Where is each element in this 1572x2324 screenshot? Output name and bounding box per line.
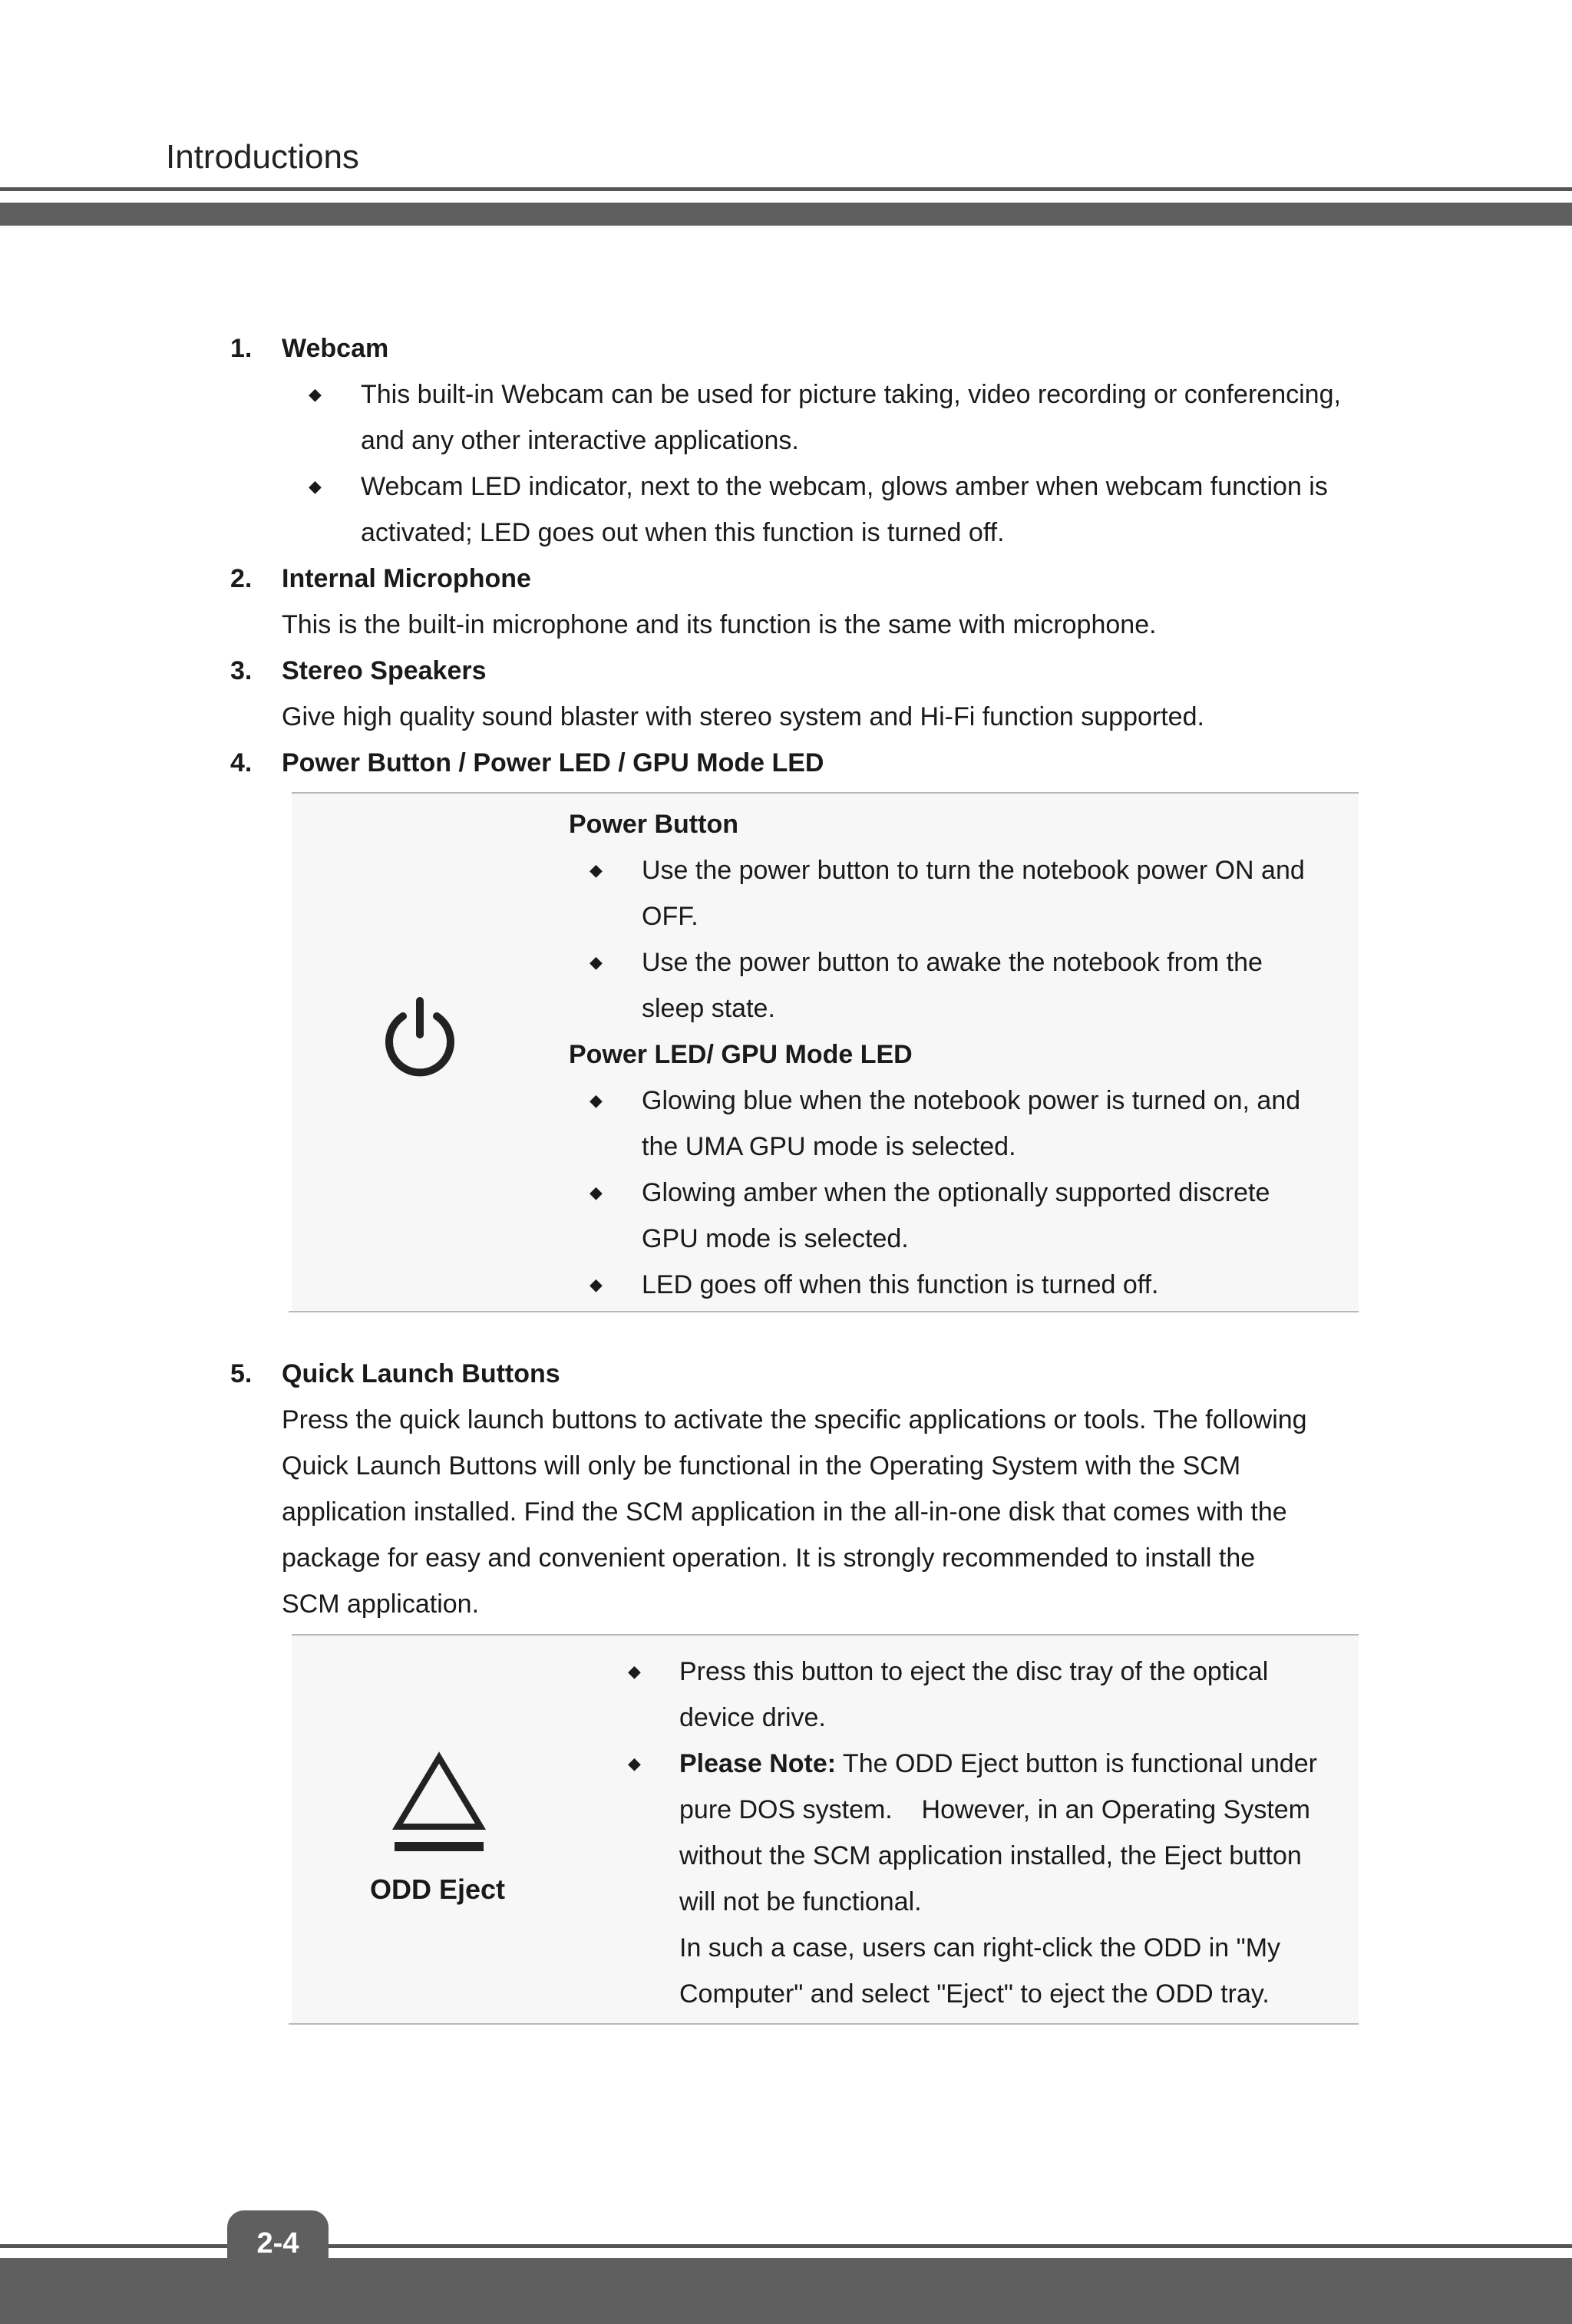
bullet-diamond-icon: ◆	[309, 385, 322, 404]
section-number: 3.	[230, 656, 253, 685]
bullet-diamond-icon: ◆	[590, 860, 603, 880]
page-header-title: Introductions	[166, 138, 359, 176]
bullet-diamond-icon: ◆	[590, 952, 603, 972]
header-divider	[0, 187, 1572, 191]
bullet-diamond-icon: ◆	[590, 1183, 603, 1202]
bullet-text: Press this button to eject the disc tray of the optical	[679, 1657, 1269, 1686]
section-title-microphone: Internal Microphone	[282, 564, 531, 593]
bullet-diamond-icon: ◆	[590, 1275, 603, 1294]
bullet-diamond-icon: ◆	[309, 477, 322, 496]
eject-icon	[391, 1751, 487, 1856]
bullet-text-cont: activated; LED goes out when this function is turned off.	[361, 518, 1005, 547]
bullet-diamond-icon: ◆	[590, 1091, 603, 1110]
page-number: 2-4	[227, 2210, 329, 2276]
bullet-text-cont: device drive.	[679, 1703, 826, 1732]
section-paragraph-line: application installed. Find the SCM application in the all-in-one disk that comes with the	[282, 1497, 1287, 1527]
bullet-text-cont: and any other interactive applications.	[361, 426, 799, 455]
bullet-diamond-icon: ◆	[628, 1662, 641, 1681]
note-text: The ODD Eject button is functional under	[836, 1749, 1317, 1778]
bullet-text-cont: the UMA GPU mode is selected.	[642, 1132, 1016, 1161]
bullet-text: This built-in Webcam can be used for picture taking, video recording or conferencing,	[361, 380, 1341, 409]
bullet-text: Glowing blue when the notebook power is turned on, and	[642, 1086, 1301, 1115]
section-paragraph-line: package for easy and convenient operation. It is strongly recommended to install the	[282, 1543, 1256, 1573]
bullet-text: Use the power button to awake the notebook from the	[642, 948, 1263, 977]
section-number: 1.	[230, 334, 253, 363]
section-number: 4.	[230, 748, 253, 777]
note-text-cont: will not be functional.	[679, 1887, 922, 1916]
section-title-quick-launch: Quick Launch Buttons	[282, 1359, 560, 1388]
note-label: Please Note:	[679, 1749, 837, 1778]
bullet-text: Webcam LED indicator, next to the webcam, glows amber when webcam function is	[361, 472, 1328, 501]
bullet-text: LED goes off when this function is turned off.	[642, 1270, 1159, 1299]
section-paragraph-line: SCM application.	[282, 1589, 480, 1619]
bullet-text-cont: sleep state.	[642, 994, 775, 1023]
note-text-cont: pure DOS system. However, in an Operating System	[679, 1795, 1310, 1824]
section-title-power: Power Button / Power LED / GPU Mode LED	[282, 748, 824, 777]
note-text-cont: Computer" and select "Eject" to eject the ODD tray.	[679, 1979, 1270, 2009]
panel-top-rule	[292, 1634, 1359, 1636]
bullet-text-cont: GPU mode is selected.	[642, 1224, 909, 1253]
power-led-subtitle: Power LED/ GPU Mode LED	[569, 1040, 913, 1069]
section-paragraph-line: Press the quick launch buttons to activate the specific applications or tools. The following	[282, 1405, 1307, 1434]
bullet-text-cont: OFF.	[642, 902, 698, 931]
odd-eject-label: ODD Eject	[369, 1873, 506, 1905]
section-text: Give high quality sound blaster with stereo system and Hi-Fi function supported.	[282, 702, 1204, 731]
header-bar	[0, 203, 1572, 226]
panel-top-rule	[292, 792, 1359, 794]
bullet-diamond-icon: ◆	[628, 1754, 641, 1773]
section-number: 2.	[230, 564, 253, 593]
power-button-subtitle: Power Button	[569, 810, 738, 839]
panel-bottom-rule	[289, 2023, 1359, 2025]
section-paragraph-line: Quick Launch Buttons will only be functional in the Operating System with the SCM	[282, 1451, 1241, 1481]
section-title-webcam: Webcam	[282, 334, 389, 363]
panel-bottom-rule	[289, 1311, 1359, 1312]
bullet-text: Glowing amber when the optionally supported discrete	[642, 1178, 1270, 1207]
note-line	[679, 1741, 1317, 1787]
note-text-cont: In such a case, users can right-click the ODD in "My	[679, 1933, 1281, 1963]
section-text: This is the built-in microphone and its function is the same with microphone.	[282, 610, 1157, 639]
bullet-text: Use the power button to turn the notebook power ON and	[642, 856, 1305, 885]
section-number: 5.	[230, 1359, 253, 1388]
note-text-cont: without the SCM application installed, the Eject button	[679, 1841, 1302, 1870]
power-icon	[381, 995, 459, 1078]
section-title-speakers: Stereo Speakers	[282, 656, 487, 685]
